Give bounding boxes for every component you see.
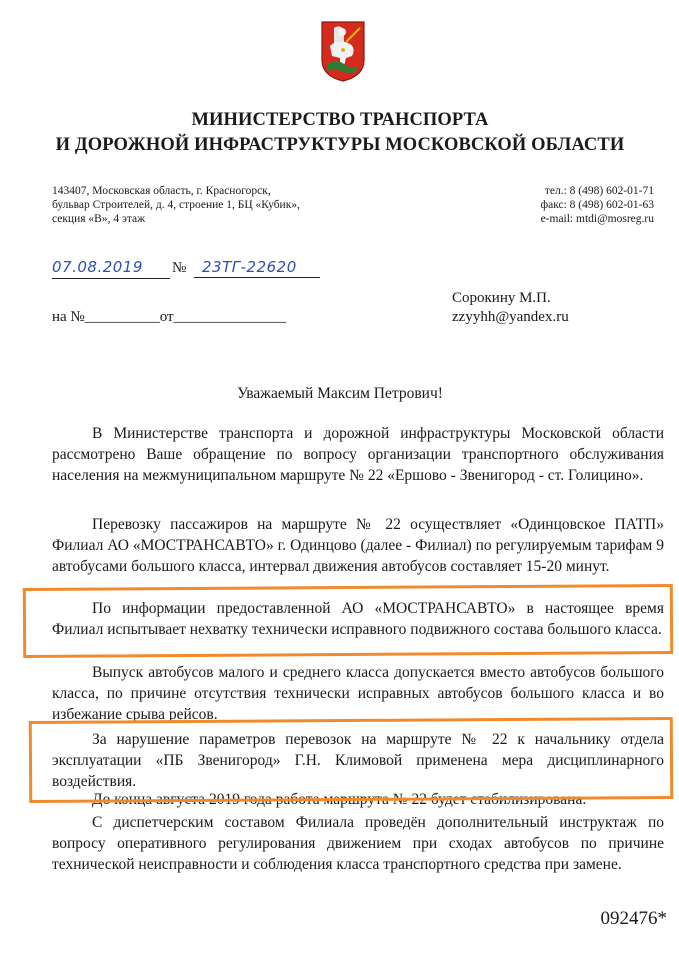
- body-paragraph: Выпуск автобусов малого и среднего класса допускается вместо автобусов большого класса, по причине отсутствия технически исправных автобусов большого класса и во избежание срыва рейсов.: [52, 664, 664, 723]
- address-line: 143407, Московская область, г. Красногорск,: [52, 185, 271, 197]
- body-paragraph: С диспетчерским составом Филиала проведён дополнительный инструктаж по вопросу оперативного регулирования движением при сходах автобусов по причине технической неисправности и соблюдения класса транспортного средства при замене.: [52, 814, 664, 873]
- registration-date: 07.08.2019: [52, 258, 170, 279]
- highlight-box: [23, 584, 673, 658]
- recipient-block: [452, 289, 569, 327]
- phone: тел.: 8 (498) 602-01-71: [544, 185, 654, 197]
- address-line: секция «В», 4 этаж: [52, 213, 146, 225]
- registration-number: 23ТГ-22620: [194, 258, 320, 278]
- body-paragraph: До конца августа 2019 года работа маршрута № 22 будет стабилизирована.: [92, 791, 587, 808]
- ministry-title-line1: МИНИСТЕРСТВО ТРАНСПОРТА: [191, 110, 489, 130]
- registration-line: [52, 258, 332, 282]
- recipient-email: zzyyhh@yandex.ru: [452, 309, 569, 325]
- fax: факс: 8 (498) 602-01-63: [540, 199, 654, 211]
- coat-of-arms-icon: [320, 20, 366, 82]
- body-paragraph-highlighted: По информации предоставленной АО «МОСТРАНСАВТО» в настоящее время Филиал испытывает нехватку технически исправного подвижного состава большого класса.: [52, 600, 664, 638]
- number-label: №: [172, 260, 187, 276]
- body-paragraph-highlighted: За нарушение параметров перевозок на маршруте № 22 к начальнику отдела эксплуатации «ПБ Звенигород» Г.Н. Климовой применена мера дисциплинарного воздействия.: [52, 731, 664, 790]
- reference-line: на №__________от_______________: [52, 309, 287, 325]
- greeting: Уважаемый Максим Петрович!: [237, 385, 443, 402]
- ministry-address: [52, 184, 300, 226]
- body-paragraph: В Министерстве транспорта и дорожной инфраструктуры Московской области рассмотрено Ваше обращение по вопросу организации транспортного обслуживания населения на межмуниципальном маршруте № 22 «Ершово - Звенигород - ст. Голицино».: [52, 425, 664, 484]
- ministry-contacts: [541, 184, 654, 226]
- body-paragraph: Перевозку пассажиров на маршруте № 22 осуществляет «Одинцовское ПАТП» Филиал АО «МОСТРАНСАВТО» г. Одинцово (далее - Филиал) по регулируемым тарифам 9 автобусами большого класса, интервал движения автобусов составляет 15-20 минут.: [52, 516, 664, 575]
- ministry-title: [40, 108, 640, 158]
- email: e-mail: mtdi@mosreg.ru: [540, 213, 654, 225]
- recipient-name: Сорокину М.П.: [452, 290, 551, 306]
- highlight-box: [29, 717, 673, 803]
- ministry-title-line2: И ДОРОЖНОЙ ИНФРАСТРУКТУРЫ МОСКОВСКОЙ ОБЛАСТИ: [55, 135, 625, 155]
- document-code: 092476*: [600, 908, 667, 929]
- address-line: бульвар Строителей, д. 4, строение 1, БЦ «Кубик»,: [52, 199, 300, 211]
